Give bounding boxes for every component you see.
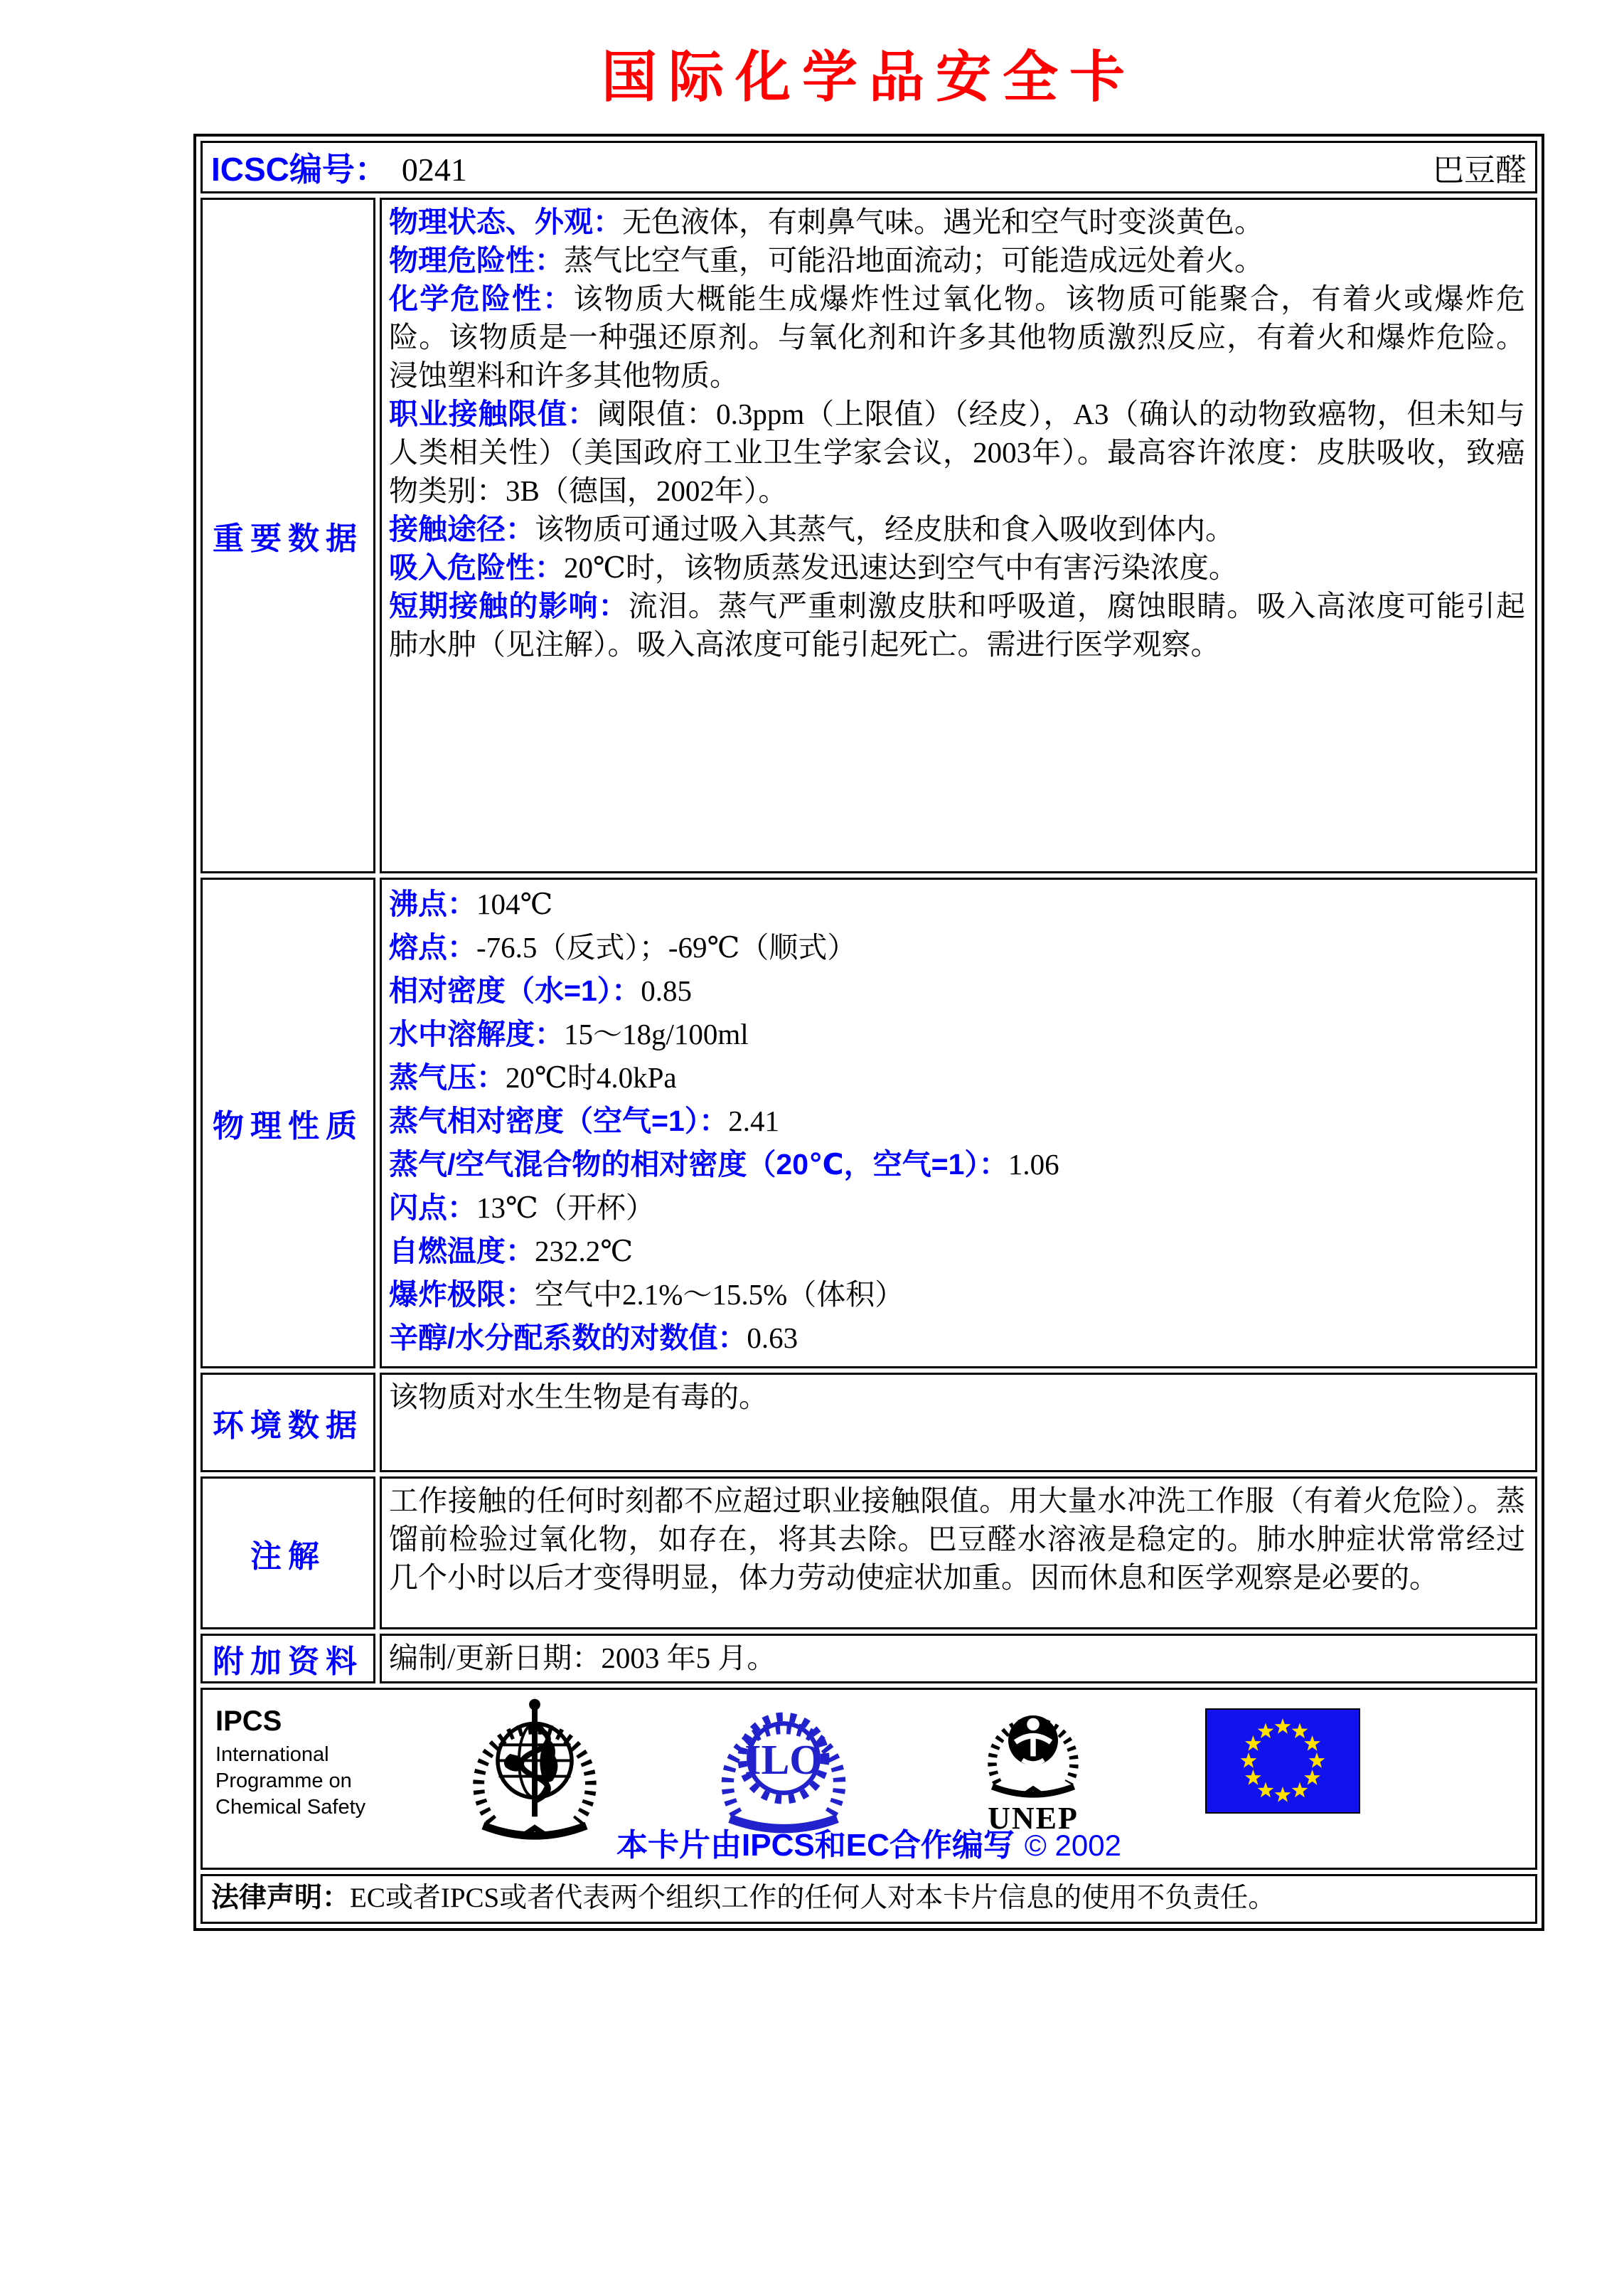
ilo-logo-icon: [716, 1696, 851, 1838]
field-label: 短期接触的影响：: [389, 590, 629, 622]
additional-info-row: [201, 1634, 1537, 1683]
important-data-content: [380, 198, 1537, 873]
prop-label: 爆炸极限：: [389, 1278, 535, 1311]
field-label: 化学危险性：: [389, 282, 574, 315]
field-label: 吸入危险性：: [389, 551, 564, 584]
footer-caption: [203, 1819, 1535, 1865]
prop-vapor-air-density: [389, 1143, 1525, 1186]
field-value: 无色液体，有刺鼻气味。遇光和空气时变淡黄色。: [622, 206, 1264, 238]
prop-autoignition-temp: [389, 1230, 1525, 1273]
notes-row: [201, 1476, 1537, 1629]
physical-properties-row: [201, 878, 1537, 1368]
eu-flag-svg: [1205, 1708, 1360, 1814]
logos-row: [201, 1688, 1537, 1870]
field-occupational-limit: [389, 395, 1525, 510]
unep-wordmark: UNEP: [988, 1801, 1079, 1836]
prop-value: 232.2℃: [535, 1235, 634, 1267]
prop-label: 闪点：: [389, 1191, 476, 1224]
field-value: 该物质可通过吸入其蒸气，经皮肤和食入吸收到体内。: [535, 513, 1234, 546]
legal-row: [201, 1874, 1537, 1924]
notes-row-label: 注解: [201, 1476, 375, 1629]
field-value: 流泪。蒸气严重刺激皮肤和呼吸道，腐蚀眼睛。吸入高浓度可能引起肺水肿（见注解）。吸入高浓度可能引起死亡。需进行医学观察。: [389, 590, 1526, 661]
prop-boiling-point: [389, 883, 1525, 926]
eu-flag-icon: [1205, 1708, 1360, 1817]
environmental-data-text: 该物质对水生生物是有毒的。: [389, 1380, 768, 1413]
prop-flash-point: [389, 1186, 1525, 1230]
caption-text: 本卡片由IPCS和EC合作编写: [616, 1828, 1015, 1863]
chemical-name: 巴豆醛: [1433, 153, 1527, 188]
logos-cell: [201, 1688, 1537, 1870]
ilo-emblem-svg: [716, 1696, 851, 1834]
legal-label: 法律声明：: [211, 1883, 351, 1913]
field-label: 物理状态、外观：: [389, 206, 622, 238]
prop-melting-point: [389, 926, 1525, 969]
prop-label: 蒸气/空气混合物的相对密度（20℃，空气=1）：: [389, 1148, 1008, 1181]
field-value: 蒸气比空气重，可能沿地面流动；可能造成远处着火。: [564, 244, 1264, 277]
prop-label: 沸点：: [389, 888, 476, 920]
prop-label: 自燃温度：: [389, 1235, 535, 1267]
icsc-header-cell: [201, 141, 1537, 193]
prop-value: -76.5（反式）；-69℃（顺式）: [476, 931, 857, 964]
environmental-data-row: [201, 1373, 1537, 1472]
prop-label: 辛醇/水分配系数的对数值：: [389, 1321, 747, 1354]
notes-text: 工作接触的任何时刻都不应超过职业接触限值。用大量水冲洗工作服（有着火危险）。蒸馏前检验过氧化物，如存在，将其去除。巴豆醛水溶液是稳定的。肺水肿症状常常经过几个小时以后才变得明显，体力劳动使症状加重。因而休息和医学观察是必要的。: [389, 1484, 1525, 1594]
legal-cell: [201, 1874, 1537, 1924]
field-chemical-danger: [389, 280, 1525, 395]
ipcs-line1: International: [215, 1743, 329, 1766]
copyright-text: © 2002: [1024, 1829, 1121, 1862]
prop-label: 水中溶解度：: [389, 1018, 564, 1050]
legal-text: EC或者IPCS或者代表两个组织工作的任何人对本卡片信息的使用不负责任。: [350, 1883, 1276, 1913]
prop-label: 熔点：: [389, 931, 476, 964]
important-data-row: [201, 198, 1537, 873]
additional-info-content: [380, 1634, 1537, 1683]
prop-relative-density: [389, 969, 1525, 1013]
additional-info-row-label: 附加资料: [201, 1634, 375, 1683]
field-label: 接触途径：: [389, 513, 535, 546]
unep-logo-block: [969, 1694, 1097, 1836]
prop-value: 0.63: [747, 1321, 798, 1354]
header-row: [201, 141, 1537, 193]
prop-explosive-limits: [389, 1273, 1525, 1316]
important-data-row-label: 重要数据: [201, 198, 375, 873]
icsc-number-label: ICSC编号：: [211, 151, 388, 188]
prop-vapor-density: [389, 1100, 1525, 1143]
prop-label: 相对密度（水=1）：: [389, 974, 641, 1007]
prop-value: 1.06: [1008, 1148, 1059, 1181]
field-value: 该物质大概能生成爆炸性过氧化物。该物质可能聚合，有着火或爆炸危险。该物质是一种强还原剂。与氧化剂和许多其他物质激烈反应，有着火和爆炸危险。浸蚀塑料和许多其他物质。: [389, 282, 1525, 392]
prop-water-solubility: [389, 1013, 1525, 1056]
prop-value: 空气中2.1%～15.5%（体积）: [535, 1278, 904, 1311]
icsc-number-group: [211, 144, 467, 191]
field-short-term-effects: [389, 587, 1525, 664]
field-label: 职业接触限值：: [389, 398, 597, 430]
icsc-table: [193, 134, 1544, 1931]
field-label: 物理危险性：: [389, 244, 564, 277]
prop-vapor-pressure: [389, 1056, 1525, 1100]
unep-emblem-svg: [980, 1694, 1086, 1801]
field-value: 阈限值：0.3ppm（上限值）（经皮），A3（确认的动物致癌物，但未知与人类相关性）（美国政府工业卫生学家会议，2003年）。最高容许浓度：皮肤吸收，致癌物类别：3B（德国，2002年）。: [389, 398, 1526, 507]
field-exposure-routes: [389, 510, 1525, 548]
prop-label: 蒸气压：: [389, 1061, 506, 1094]
prop-label: 蒸气相对密度（空气=1）：: [389, 1105, 729, 1137]
ilo-letters: ILO: [744, 1736, 823, 1784]
icsc-number-value: 0241: [401, 151, 467, 188]
page-title: 国际化学品安全卡: [601, 45, 1136, 110]
physical-properties-row-label: 物理性质: [201, 878, 375, 1368]
field-inhalation-risk: [389, 548, 1525, 587]
additional-info-text: 编制/更新日期：2003 年5 月。: [389, 1641, 776, 1674]
ipcs-acronym: IPCS: [215, 1705, 282, 1737]
ipcs-line2: Programme on: [215, 1770, 352, 1792]
environmental-data-row-label: 环境数据: [201, 1373, 375, 1472]
prop-value: 20℃时4.0kPa: [506, 1061, 677, 1094]
field-physical-state: [389, 203, 1525, 241]
ipcs-text-block: [215, 1705, 365, 1821]
ipcs-line3: Chemical Safety: [215, 1796, 366, 1819]
notes-content: [380, 1476, 1537, 1629]
prop-octanol-water: [389, 1316, 1525, 1360]
prop-value: 104℃: [476, 888, 553, 920]
physical-properties-content: [380, 878, 1537, 1368]
prop-value: 2.41: [728, 1105, 779, 1137]
field-value: 20℃时，该物质蒸发迅速达到空气中有害污染浓度。: [564, 551, 1238, 584]
prop-value: 13℃（开杯）: [476, 1191, 655, 1224]
prop-value: 0.85: [641, 974, 692, 1007]
prop-value: 15～18g/100ml: [564, 1018, 749, 1050]
environmental-data-content: [380, 1373, 1537, 1472]
field-physical-danger: [389, 241, 1525, 280]
